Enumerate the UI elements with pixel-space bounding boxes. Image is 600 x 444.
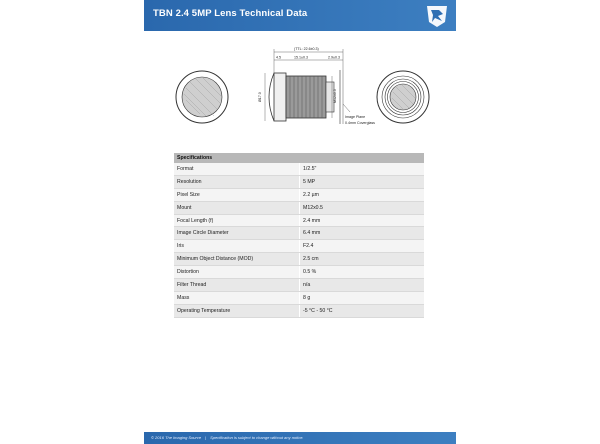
spec-value: F2.4 xyxy=(300,240,425,253)
spec-label: Operating Temperature xyxy=(174,304,300,317)
footer-text xyxy=(151,435,304,440)
spec-label: Resolution xyxy=(174,175,300,188)
spec-value: n/a xyxy=(300,279,425,292)
spec-label: Image Circle Diameter xyxy=(174,227,300,240)
lens-front-view xyxy=(176,71,228,123)
specifications-table xyxy=(174,153,424,318)
spec-row xyxy=(174,279,424,292)
coverglass-note: 0.4mm Coverglass xyxy=(345,121,375,125)
lens-technical-drawing xyxy=(144,40,456,140)
dim-total-label: (TTL: 22.6±0.3) xyxy=(294,47,319,51)
spec-value: -5 °C - 50 °C xyxy=(300,304,425,317)
spec-value: 5 MP xyxy=(300,175,425,188)
footer-bar xyxy=(144,432,456,444)
dim-c-label: 2.9±0.3 xyxy=(328,55,340,60)
spec-row xyxy=(174,266,424,279)
spec-label: Format xyxy=(174,163,300,175)
spec-row xyxy=(174,304,424,317)
footer-disclaimer: Specification is subject to change without any notice. xyxy=(210,435,304,440)
spec-row xyxy=(174,214,424,227)
footer-separator: | xyxy=(205,435,207,440)
spec-value: M12x0.5 xyxy=(300,201,425,214)
dim-a-label: 4.5 xyxy=(276,55,281,60)
dim-b-label: 15.1±0.3 xyxy=(294,55,308,60)
spec-value: 2.5 cm xyxy=(300,253,425,266)
spec-value: 1/2.5" xyxy=(300,163,425,175)
page-title: TBN 2.4 5MP Lens Technical Data xyxy=(153,8,308,19)
spec-row xyxy=(174,188,424,201)
spec-row xyxy=(174,253,424,266)
dim-thread-label: M12x0.5 xyxy=(333,89,337,103)
spec-row xyxy=(174,175,424,188)
dim-diameter-label: Ø17.0 xyxy=(258,92,262,102)
specifications-header-row xyxy=(174,153,424,163)
spec-row xyxy=(174,201,424,214)
footer-copyright: © 2016 The Imaging Source xyxy=(151,435,202,440)
spec-value: 6.4 mm xyxy=(300,227,425,240)
spec-row xyxy=(174,227,424,240)
spec-row xyxy=(174,240,424,253)
spec-label: Distortion xyxy=(174,266,300,279)
spec-label: Filter Thread xyxy=(174,279,300,292)
spec-label: Iris xyxy=(174,240,300,253)
logo-icon xyxy=(424,2,450,28)
spec-label: Pixel Size xyxy=(174,188,300,201)
datasheet-page xyxy=(144,0,456,444)
spec-label: Mount xyxy=(174,201,300,214)
spec-value: 2.2 µm xyxy=(300,188,425,201)
spec-row xyxy=(174,291,424,304)
spec-label: Focal Length (f) xyxy=(174,214,300,227)
specifications-header: Specifications xyxy=(174,153,424,163)
spec-value: 0.5 % xyxy=(300,266,425,279)
spec-label: Minimum Object Distance (MOD) xyxy=(174,253,300,266)
header-bar xyxy=(144,0,456,31)
spec-label: Mass xyxy=(174,291,300,304)
specifications-body xyxy=(174,163,424,317)
spec-row xyxy=(174,163,424,175)
lens-rear-view xyxy=(377,71,429,123)
image-plane-note: Image Plane xyxy=(345,115,366,119)
spec-value: 8 g xyxy=(300,291,425,304)
lens-side-view xyxy=(265,49,350,124)
spec-value: 2.4 mm xyxy=(300,214,425,227)
